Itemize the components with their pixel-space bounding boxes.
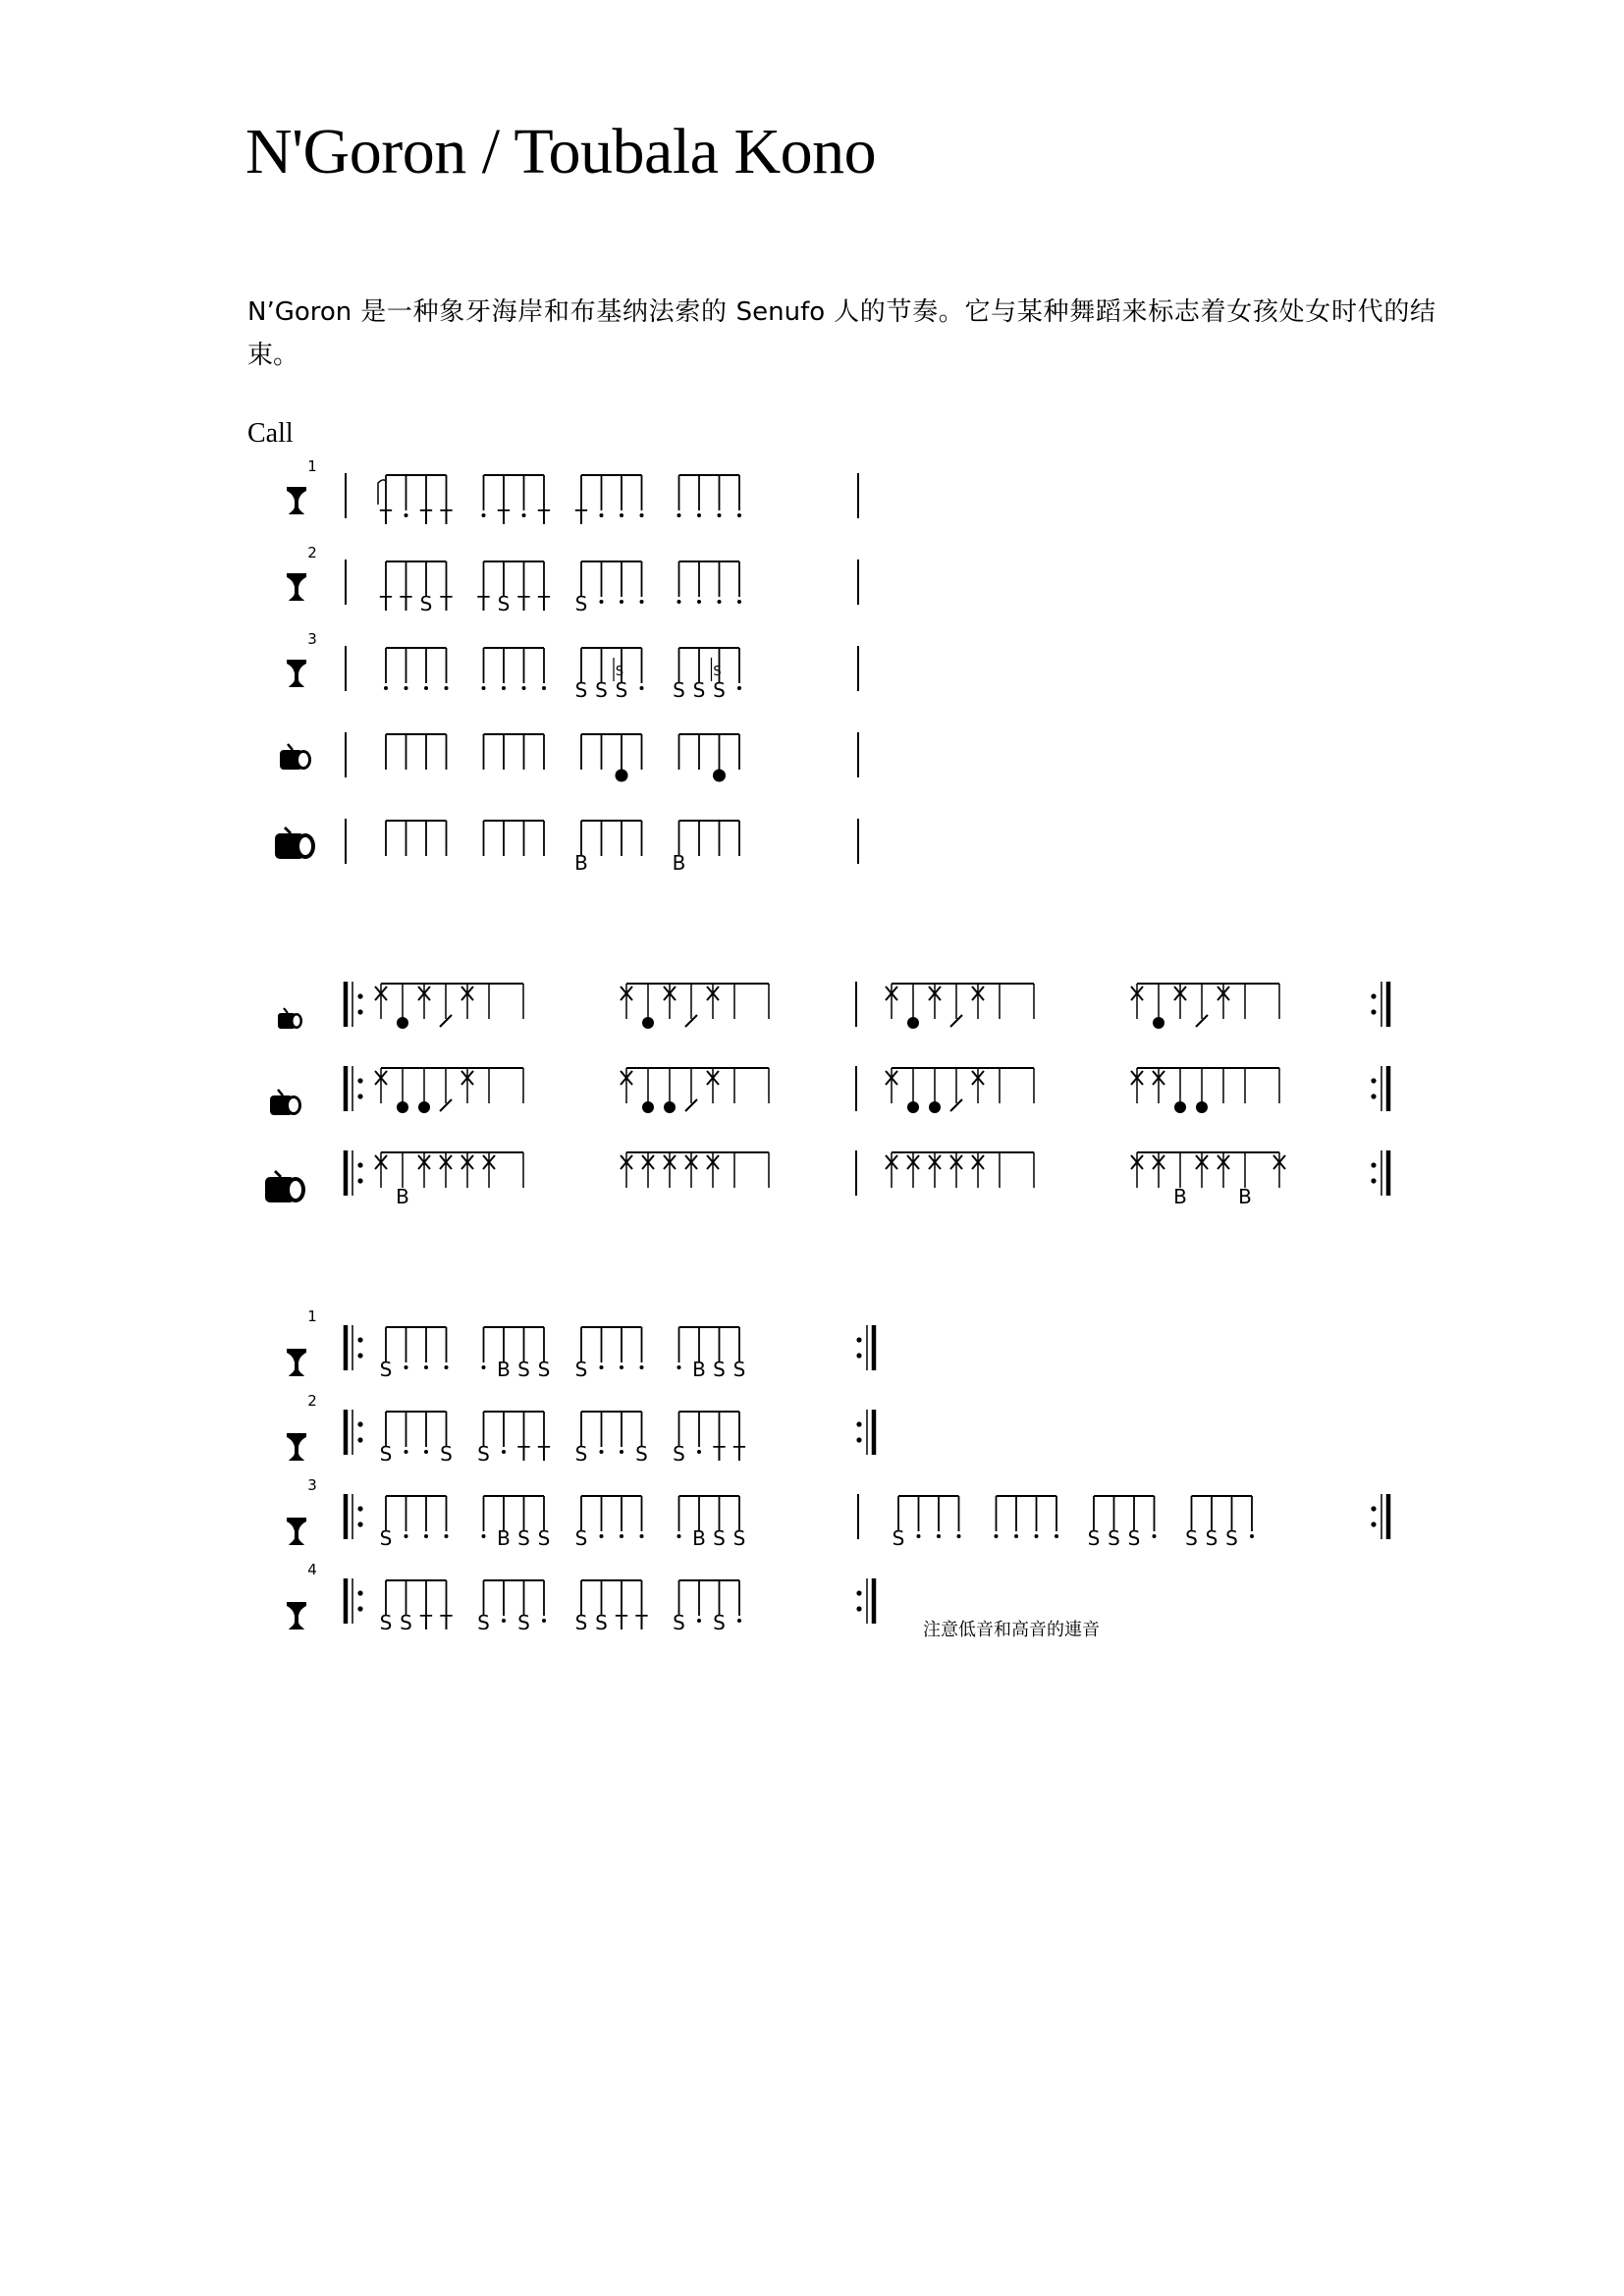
bell-note [1153, 1017, 1164, 1029]
stroke-label: T [635, 1611, 648, 1634]
repeat-dot [357, 1178, 362, 1183]
rest-dot [620, 600, 623, 604]
rest-dot [718, 600, 722, 604]
stroke-label: B [497, 1526, 511, 1550]
stroke-label: S [892, 1526, 905, 1550]
stroke-label: S [419, 592, 433, 615]
rest-dot [522, 513, 526, 517]
bell-note [616, 770, 628, 782]
repeat-dot [1371, 1094, 1376, 1098]
rest-dot [937, 1534, 941, 1538]
rest-dot [1035, 1534, 1039, 1538]
stroke-label: S [574, 592, 588, 615]
line-number: 3 [307, 630, 317, 648]
djembe-icon [287, 660, 306, 687]
stroke-label: S [574, 678, 588, 702]
rest-dot [445, 1534, 449, 1538]
stroke-label: S [713, 1611, 726, 1634]
rest-dot [957, 1534, 961, 1538]
repeat-dot [856, 1606, 861, 1611]
stroke-label: T [440, 506, 453, 529]
rest-dot [917, 1534, 921, 1538]
stroke-label: S [595, 1611, 608, 1634]
rest-dot [424, 1365, 428, 1369]
rest-dot [620, 1534, 623, 1538]
bass-label: B [396, 1185, 409, 1208]
page-title: N'Goron / Toubala Kono [245, 116, 877, 187]
stroke-label: S [379, 1442, 393, 1466]
rest-dot [384, 686, 388, 690]
stroke-label: S [732, 1526, 746, 1550]
stroke-label: S [1225, 1526, 1238, 1550]
stroke-label: T [440, 592, 453, 615]
repeat-dot [357, 1009, 362, 1014]
bell-note [642, 1101, 654, 1113]
sangban-icon [270, 1090, 301, 1115]
repeat-dot [1371, 993, 1376, 998]
stroke-label: S [1087, 1526, 1101, 1550]
stroke-label: S [1108, 1526, 1120, 1550]
stroke-label: S [1205, 1526, 1218, 1550]
repeat-dot [357, 1353, 362, 1358]
rest-dot [640, 686, 644, 690]
stroke-label: S [692, 678, 706, 702]
stroke-label: B [692, 1358, 706, 1381]
repeat-dot [357, 1506, 362, 1511]
rest-dot [405, 686, 408, 690]
rest-dot [502, 1619, 506, 1623]
rest-dot [677, 600, 681, 604]
stroke-label: S [517, 1526, 530, 1550]
bell-note [397, 1017, 408, 1029]
rest-dot [677, 513, 681, 517]
stroke-label: S [615, 678, 628, 702]
bell-note [713, 770, 726, 782]
rest-dot [1153, 1534, 1157, 1538]
rest-dot [424, 1450, 428, 1454]
stroke-label: T [517, 592, 530, 615]
bell-note [907, 1017, 919, 1029]
dununba-icon [275, 828, 315, 859]
rest-dot [445, 686, 449, 690]
dununba-icon [265, 1171, 305, 1202]
rest-dot [697, 513, 701, 517]
rest-dot [1014, 1534, 1018, 1538]
rest-dot [502, 686, 506, 690]
stroke-label: T [419, 1611, 433, 1634]
rest-dot [542, 686, 546, 690]
rest-dot [737, 1619, 741, 1623]
repeat-dot [357, 1094, 362, 1098]
stroke-label: S [477, 1611, 490, 1634]
repeat-dot [1371, 1522, 1376, 1526]
repeat-dot [357, 1078, 362, 1083]
stroke-label: S [595, 678, 608, 702]
stroke-label: S [574, 1442, 588, 1466]
repeat-dot [856, 1353, 861, 1358]
line-number: 1 [307, 457, 317, 475]
line-number: 3 [307, 1476, 317, 1494]
rest-dot [405, 1450, 408, 1454]
repeat-dot [357, 1522, 362, 1526]
repeat-dot [357, 1590, 362, 1595]
stroke-label: S [673, 1442, 685, 1466]
intro-paragraph: N’Goron 是一种象牙海岸和布基纳法索的 Senufo 人的节奏。它与某种舞蹈来标志着女孩处女时代的结束。 [247, 297, 1435, 370]
stroke-label: T [440, 1611, 453, 1634]
line-number: 4 [307, 1561, 317, 1578]
stroke-label: T [537, 1442, 551, 1466]
rest-dot [482, 1534, 486, 1538]
stroke-label: S [379, 1611, 393, 1634]
repeat-dot [856, 1337, 861, 1342]
rest-dot [405, 1365, 408, 1369]
rest-dot [995, 1534, 999, 1538]
rest-dot [600, 1365, 604, 1369]
bell-note [907, 1101, 919, 1113]
rest-dot [445, 1365, 449, 1369]
djembe-icon [287, 1518, 306, 1545]
stroke-label: S [379, 1526, 393, 1550]
rest-dot [697, 1450, 701, 1454]
stroke-label: S [713, 678, 726, 702]
line-number: 2 [307, 544, 317, 561]
rest-dot [1250, 1534, 1254, 1538]
line-number: 1 [307, 1308, 317, 1325]
repeat-dot [357, 1162, 362, 1167]
stroke-label: T [732, 1442, 746, 1466]
rest-dot [522, 686, 526, 690]
stroke-label: T [497, 506, 511, 529]
bell-note [1196, 1101, 1208, 1113]
stroke-label: S [574, 1526, 588, 1550]
stroke-label: S [379, 1358, 393, 1381]
djembe-icon [287, 1433, 306, 1461]
bell-note [664, 1101, 676, 1113]
stroke-label: T [400, 592, 412, 615]
rest-dot [697, 1619, 701, 1623]
rest-dot [482, 686, 486, 690]
rest-dot [405, 513, 408, 517]
call-section-label: Call [247, 418, 294, 449]
rest-dot [737, 686, 741, 690]
solo-note: 注意低音和高音的連音 [923, 1620, 1100, 1640]
rest-dot [542, 1619, 546, 1623]
stroke-label: B [672, 851, 686, 875]
rest-dot [737, 513, 741, 517]
repeat-dot [1371, 1009, 1376, 1014]
rest-dot [677, 1365, 681, 1369]
rest-dot [620, 1450, 623, 1454]
rest-dot [718, 513, 722, 517]
bell-note [1174, 1101, 1186, 1113]
stroke-label: S [673, 1611, 685, 1634]
stroke-label: S [497, 592, 511, 615]
stroke-label: S [517, 1358, 530, 1381]
djembe-icon [287, 573, 306, 601]
stroke-label: T [419, 506, 433, 529]
stroke-label: S [713, 1358, 726, 1381]
rest-dot [600, 600, 604, 604]
stroke-label: S [732, 1358, 746, 1381]
stroke-label: S [713, 1526, 726, 1550]
rest-dot [640, 513, 644, 517]
flam-mark [378, 480, 386, 505]
stroke-label: B [574, 851, 588, 875]
rest-dot [697, 600, 701, 604]
stroke-label: S [517, 1611, 530, 1634]
stroke-label: B [692, 1526, 706, 1550]
bell-note [418, 1101, 430, 1113]
repeat-dot [357, 1437, 362, 1442]
bass-label: B [1173, 1185, 1187, 1208]
rest-dot [737, 600, 741, 604]
bell-note [397, 1101, 408, 1113]
stroke-label: S [1185, 1526, 1198, 1550]
repeat-dot [856, 1590, 861, 1595]
rest-dot [600, 1450, 604, 1454]
rest-dot [502, 1450, 506, 1454]
rest-dot [640, 1365, 644, 1369]
repeat-dot [856, 1421, 861, 1426]
repeat-dot [357, 1337, 362, 1342]
djembe-icon [287, 1349, 306, 1376]
stroke-label: T [574, 506, 588, 529]
stroke-label: S [537, 1358, 551, 1381]
stroke-label: S [477, 1442, 490, 1466]
stroke-label: S [574, 1611, 588, 1634]
repeat-dot [1371, 1178, 1376, 1183]
sangban-icon [280, 744, 311, 770]
stroke-label: T [379, 592, 393, 615]
stroke-label: T [537, 592, 551, 615]
repeat-dot [1371, 1078, 1376, 1083]
repeat-dot [357, 993, 362, 998]
rest-dot [640, 600, 644, 604]
rest-dot [600, 513, 604, 517]
grace-label: S [615, 665, 624, 679]
kenkeni-icon [278, 1008, 302, 1029]
stroke-label: S [673, 678, 685, 702]
stroke-label: T [537, 506, 551, 529]
rest-dot [424, 686, 428, 690]
djembe-icon [287, 487, 306, 514]
rest-dot [424, 1534, 428, 1538]
rest-dot [640, 1534, 644, 1538]
stroke-label: T [615, 1611, 628, 1634]
stroke-label: S [574, 1358, 588, 1381]
repeat-dot [357, 1421, 362, 1426]
djembe-icon [287, 1602, 306, 1629]
stroke-label: S [440, 1442, 453, 1466]
stroke-label: B [497, 1358, 511, 1381]
repeat-dot [1371, 1506, 1376, 1511]
stroke-label: T [517, 1442, 530, 1466]
stroke-label: S [400, 1611, 412, 1634]
stroke-label: T [379, 506, 393, 529]
bass-label: B [1238, 1185, 1252, 1208]
grace-label: S [713, 665, 722, 679]
rest-dot [1055, 1534, 1058, 1538]
rest-dot [620, 1365, 623, 1369]
rest-dot [677, 1534, 681, 1538]
line-number: 2 [307, 1392, 317, 1410]
rest-dot [482, 1365, 486, 1369]
stroke-label: S [537, 1526, 551, 1550]
bell-note [642, 1017, 654, 1029]
stroke-label: T [713, 1442, 726, 1466]
bell-note [929, 1101, 941, 1113]
rest-dot [620, 513, 623, 517]
repeat-dot [1371, 1162, 1376, 1167]
stroke-label: T [477, 592, 490, 615]
stroke-label: S [635, 1442, 648, 1466]
repeat-dot [357, 1606, 362, 1611]
rest-dot [405, 1534, 408, 1538]
repeat-dot [856, 1437, 861, 1442]
stroke-label: S [1127, 1526, 1141, 1550]
rest-dot [600, 1534, 604, 1538]
rest-dot [482, 513, 486, 517]
